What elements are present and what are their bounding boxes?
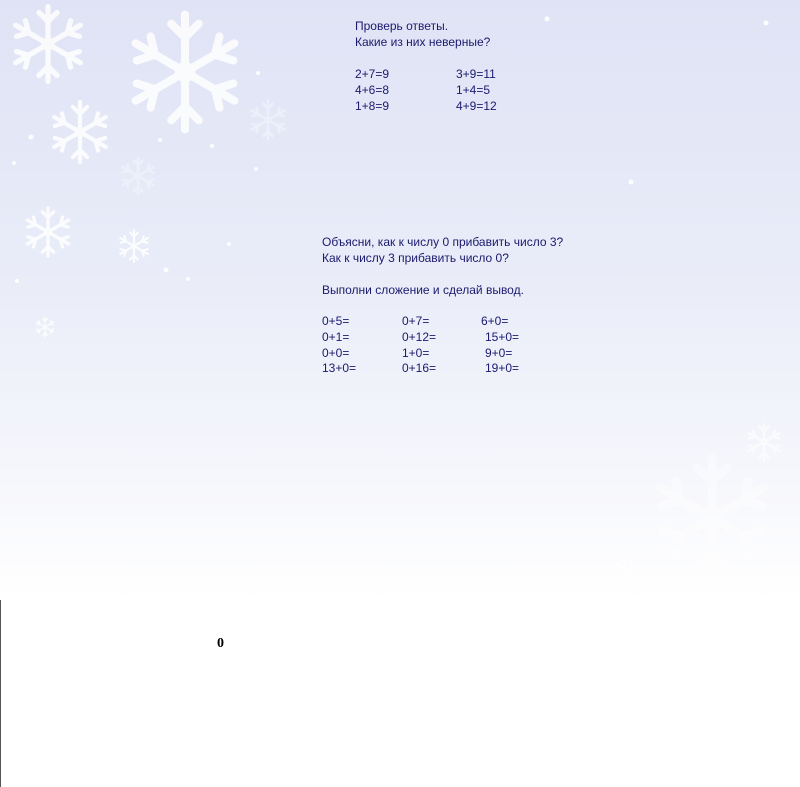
left-border-line (0, 600, 1, 787)
task2-question-2: Как к числу 3 прибавить число 0? (322, 251, 509, 265)
task1-expression: 2+7=9 (355, 67, 390, 81)
task2-instruction: Выполни сложение и сделай вывод. (322, 283, 524, 297)
task2-expression: 0+7= (402, 314, 430, 328)
task2-expression: 0+16= (402, 361, 437, 375)
task2-expression: 1+0= (402, 346, 430, 360)
task2-expression: 15+0= (485, 330, 520, 344)
footer-value: 0 (217, 636, 224, 651)
task2-expression: 0+12= (402, 330, 437, 344)
task1-expression: 1+8=9 (355, 99, 390, 113)
task2-expression: 0+5= (322, 314, 350, 328)
task2-expression: 0+0= (322, 346, 350, 360)
task2-expression: 13+0= (322, 361, 357, 375)
task2-expression: 19+0= (485, 361, 520, 375)
task1-expression: 4+9=12 (456, 99, 497, 113)
task1-expression: 4+6=8 (355, 83, 390, 97)
task2-expression: 0+1= (322, 330, 350, 344)
task2-expression: 6+0= (481, 314, 509, 328)
task1-title: Проверь ответы. (355, 19, 449, 33)
task1-expression: 3+9=11 (456, 67, 496, 81)
task2-expression: 9+0= (485, 346, 513, 360)
task2-question-1: Объясни, как к числу 0 прибавить число 3? (322, 235, 564, 249)
task1-expression: 1+4=5 (456, 83, 491, 97)
task1-question: Какие из них неверные? (355, 35, 491, 49)
